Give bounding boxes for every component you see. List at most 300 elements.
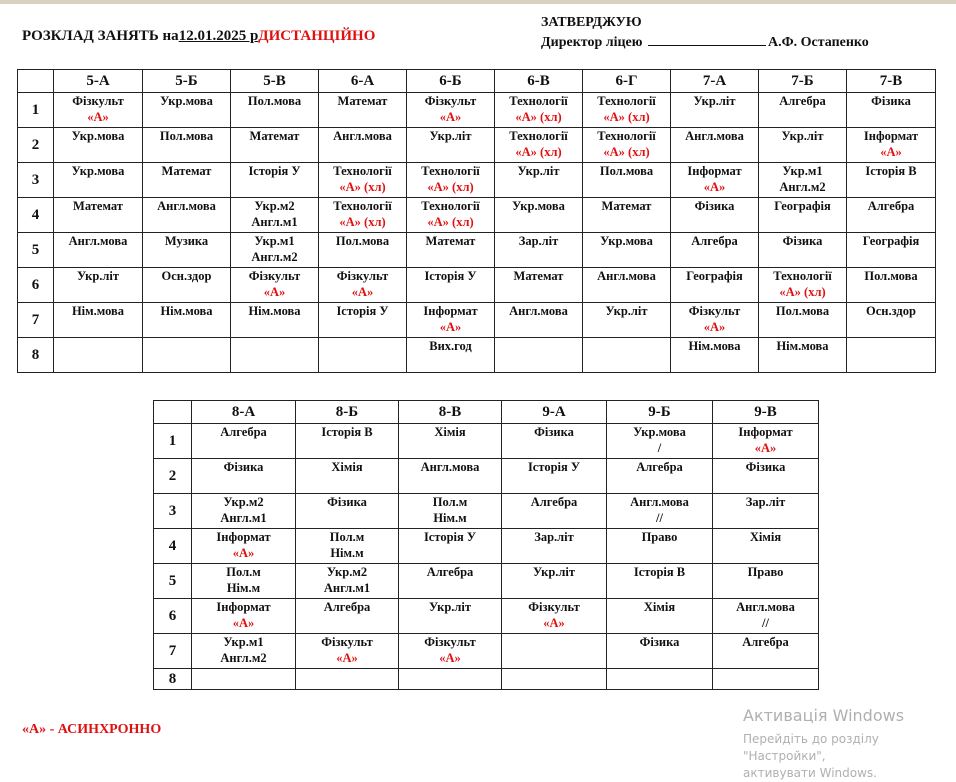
lesson-cell xyxy=(399,599,502,634)
lesson-cell xyxy=(192,459,296,494)
subject-name: Історія У xyxy=(336,304,389,318)
lesson-row xyxy=(154,599,819,634)
subject-name: Технології xyxy=(597,94,656,108)
lesson-cell xyxy=(671,303,759,338)
subject-name: Англ.мова xyxy=(157,199,216,213)
lesson-cell xyxy=(319,93,407,128)
lesson-number: 5 xyxy=(154,564,192,599)
lesson-number: 4 xyxy=(18,198,54,233)
lesson-cell xyxy=(407,128,495,163)
subject-name: Нім.мова xyxy=(71,304,125,318)
subject-name: Пол.м xyxy=(432,495,468,509)
subject-name: Географія xyxy=(774,199,831,213)
subject-name: Пол.м xyxy=(329,530,365,544)
corner-cell xyxy=(154,401,192,424)
subject-name: Технології xyxy=(333,164,392,178)
lesson-number: 4 xyxy=(154,529,192,564)
class-header: 8-В xyxy=(399,401,502,424)
class-header: 7-А xyxy=(671,70,759,93)
subject-name: Математ xyxy=(73,199,123,213)
watermark-title: Активація Windows xyxy=(743,706,905,725)
lesson-number: 1 xyxy=(18,93,54,128)
subject-name: Пол.м xyxy=(226,565,261,579)
lesson-cell xyxy=(713,459,819,494)
lesson-cell xyxy=(54,233,143,268)
signature-line xyxy=(648,33,766,46)
subject-note: «А» xyxy=(232,546,255,560)
subject-note: Нім.м xyxy=(330,546,364,560)
class-header: 6-Г xyxy=(583,70,671,93)
lesson-number: 8 xyxy=(154,669,192,690)
lesson-cell xyxy=(671,338,759,373)
lesson-cell xyxy=(847,163,936,198)
subject-name: Пол.мова xyxy=(864,269,918,283)
lesson-cell xyxy=(759,268,847,303)
windows-activation-watermark xyxy=(743,706,956,782)
lesson-cell xyxy=(54,163,143,198)
title-prefix: РОЗКЛАД ЗАНЯТЬ на xyxy=(22,28,179,44)
lesson-cell xyxy=(399,564,502,599)
lesson-cell xyxy=(399,529,502,564)
lesson-cell xyxy=(713,529,819,564)
legend-async: «А» - АСИНХРОННО xyxy=(22,722,162,737)
lesson-cell xyxy=(231,198,319,233)
lesson-cell xyxy=(759,303,847,338)
subject-name: Англ.мова xyxy=(420,460,480,474)
subject-name: Укр.мова xyxy=(160,94,213,108)
lesson-cell xyxy=(296,494,399,529)
lesson-number: 2 xyxy=(154,459,192,494)
lesson-cell xyxy=(759,163,847,198)
subject-note: «А» xyxy=(87,110,109,124)
subject-name: Фізкульт xyxy=(528,600,580,614)
lesson-cell xyxy=(495,93,583,128)
lesson-cell xyxy=(759,128,847,163)
lesson-cell xyxy=(759,198,847,233)
lesson-cell xyxy=(495,268,583,303)
lesson-cell xyxy=(495,163,583,198)
subject-name: Математ xyxy=(601,199,652,213)
lesson-cell xyxy=(713,424,819,459)
subject-name: Технології xyxy=(421,164,480,178)
subject-note: Англ.м2 xyxy=(251,250,298,264)
subject-name: Укр.мова xyxy=(633,425,686,439)
lesson-cell xyxy=(143,128,231,163)
subject-note: Англ.м2 xyxy=(779,180,826,194)
subject-note: Нім.м xyxy=(433,511,467,525)
subject-note: // xyxy=(656,511,663,525)
schedule-date: 12.01.2025 р xyxy=(178,28,259,44)
subject-note: «А» xyxy=(439,110,462,124)
subject-note: «А» (хл) xyxy=(779,285,826,299)
schedule-mode: ДИСТАНЦІЙНО xyxy=(258,28,376,44)
lesson-cell xyxy=(399,494,502,529)
subject-note: «А» (хл) xyxy=(515,110,562,124)
subject-name: Алгебра xyxy=(323,600,371,614)
subject-name: Технології xyxy=(333,199,392,213)
subject-name: Фізика xyxy=(782,234,823,248)
lesson-cell xyxy=(502,424,607,459)
lesson-cell xyxy=(607,424,713,459)
subject-name: Фізкульт xyxy=(72,94,124,108)
lesson-cell xyxy=(54,198,143,233)
lesson-cell xyxy=(502,494,607,529)
lesson-cell xyxy=(319,198,407,233)
lesson-cell xyxy=(607,529,713,564)
lesson-cell xyxy=(502,564,607,599)
subject-name: Хімія xyxy=(749,530,782,544)
subject-note: // xyxy=(762,616,769,630)
lesson-cell xyxy=(399,669,502,690)
lesson-cell xyxy=(713,599,819,634)
subject-name: Англ.мова xyxy=(630,495,689,509)
subject-name: Фізкульт xyxy=(248,269,301,283)
lesson-cell xyxy=(671,163,759,198)
subject-name: Технології xyxy=(597,129,656,143)
lesson-cell xyxy=(143,338,231,373)
subject-note: «А» xyxy=(439,651,461,665)
subject-note: / xyxy=(657,441,662,455)
lesson-number: 1 xyxy=(154,424,192,459)
lesson-row xyxy=(154,459,819,494)
lesson-cell xyxy=(143,198,231,233)
lesson-cell xyxy=(495,233,583,268)
subject-name: Фізика xyxy=(639,635,680,649)
lesson-row xyxy=(18,93,936,128)
subject-note: Нім.м xyxy=(226,581,261,595)
subject-note: «А» xyxy=(880,145,902,159)
subject-name: Алгебра xyxy=(530,495,578,509)
lesson-cell xyxy=(502,529,607,564)
table-header-row xyxy=(154,401,819,424)
subject-name: Інформат xyxy=(863,129,919,143)
lesson-row xyxy=(154,529,819,564)
lesson-cell xyxy=(502,669,607,690)
lesson-cell xyxy=(407,303,495,338)
subject-name: Укр.мова xyxy=(71,164,125,178)
lesson-cell xyxy=(143,268,231,303)
subject-name: Математ xyxy=(249,129,300,143)
page-title xyxy=(22,28,375,45)
class-header: 8-Б xyxy=(296,401,399,424)
subject-note: «А» (хл) xyxy=(515,145,562,159)
lesson-cell xyxy=(607,564,713,599)
lesson-cell xyxy=(231,338,319,373)
lesson-cell xyxy=(759,338,847,373)
lesson-cell xyxy=(713,494,819,529)
class-header: 5-Б xyxy=(143,70,231,93)
subject-name: Укр.літ xyxy=(76,269,120,283)
subject-name: Нім.мова xyxy=(248,304,301,318)
lesson-cell xyxy=(399,634,502,669)
lesson-cell xyxy=(399,424,502,459)
subject-note: Англ.м1 xyxy=(323,581,371,595)
lesson-cell xyxy=(192,494,296,529)
subject-note: «А» (хл) xyxy=(339,215,386,229)
lesson-cell xyxy=(713,564,819,599)
lesson-cell xyxy=(54,268,143,303)
subject-name: Укр.м1 xyxy=(254,234,295,248)
subject-note: Англ.м1 xyxy=(251,215,298,229)
subject-name: Інформат xyxy=(687,164,742,178)
lesson-cell xyxy=(583,303,671,338)
lesson-cell xyxy=(607,494,713,529)
lesson-cell xyxy=(847,303,936,338)
class-header: 7-Б xyxy=(759,70,847,93)
subject-name: Географія xyxy=(862,234,920,248)
subject-name: Вих.год xyxy=(429,339,472,353)
subject-name: Зар.літ xyxy=(518,234,559,248)
subject-name: Фізкульт xyxy=(336,269,389,283)
subject-note: «А» (хл) xyxy=(603,145,650,159)
lesson-cell xyxy=(319,268,407,303)
lesson-cell xyxy=(607,669,713,690)
subject-name: Математ xyxy=(161,164,212,178)
lesson-row xyxy=(154,564,819,599)
lesson-cell xyxy=(495,303,583,338)
lesson-cell xyxy=(759,93,847,128)
lesson-number: 8 xyxy=(18,338,54,373)
subject-name: Укр.літ xyxy=(429,129,472,143)
subject-name: Алгебра xyxy=(220,425,267,439)
lesson-cell xyxy=(847,93,936,128)
lesson-cell xyxy=(319,128,407,163)
lesson-cell xyxy=(502,599,607,634)
subject-name: Фізика xyxy=(327,495,367,509)
subject-name: Історія В xyxy=(321,425,373,439)
class-header: 7-В xyxy=(847,70,936,93)
subject-name: Пол.мова xyxy=(247,94,302,108)
lesson-cell xyxy=(847,128,936,163)
subject-name: Укр.літ xyxy=(605,304,648,318)
lesson-cell xyxy=(192,634,296,669)
subject-note: «А» xyxy=(351,285,374,299)
subject-name: Осн.здор xyxy=(866,304,916,318)
lesson-cell xyxy=(231,233,319,268)
lesson-cell xyxy=(192,529,296,564)
lesson-cell xyxy=(231,268,319,303)
lesson-cell xyxy=(296,599,399,634)
lesson-cell xyxy=(54,128,143,163)
lesson-cell xyxy=(399,459,502,494)
lesson-cell xyxy=(495,128,583,163)
lesson-cell xyxy=(847,233,936,268)
lesson-cell xyxy=(143,93,231,128)
lesson-cell xyxy=(607,459,713,494)
subject-name: Історія У xyxy=(424,269,477,283)
lesson-cell xyxy=(296,564,399,599)
subject-name: Укр.мова xyxy=(71,129,125,143)
subject-name: Укр.м2 xyxy=(223,495,264,509)
lesson-cell xyxy=(713,634,819,669)
subject-name: Укр.м2 xyxy=(326,565,368,579)
subject-note: «А» (хл) xyxy=(603,110,650,124)
lesson-row xyxy=(18,128,936,163)
subject-name: Географія xyxy=(686,269,743,283)
lesson-cell xyxy=(192,564,296,599)
subject-name: Алгебра xyxy=(779,94,826,108)
subject-name: Фізика xyxy=(534,425,574,439)
class-header: 8-А xyxy=(192,401,296,424)
subject-name: Інформат xyxy=(216,600,271,614)
subject-name: Нім.мова xyxy=(688,339,741,353)
subject-name: Інформат xyxy=(216,530,271,544)
lesson-cell xyxy=(502,459,607,494)
subject-name: Алгебра xyxy=(742,635,789,649)
subject-name: Укр.мова xyxy=(600,234,653,248)
lesson-cell xyxy=(583,93,671,128)
lesson-cell xyxy=(671,233,759,268)
subject-name: Математ xyxy=(337,94,388,108)
lesson-cell xyxy=(296,529,399,564)
lesson-row xyxy=(18,338,936,373)
lesson-cell xyxy=(713,669,819,690)
lesson-cell xyxy=(296,669,399,690)
lesson-cell xyxy=(607,634,713,669)
subject-name: Математ xyxy=(425,234,476,248)
subject-name: Англ.мова xyxy=(509,304,568,318)
subject-name: Право xyxy=(641,530,678,544)
lesson-number: 5 xyxy=(18,233,54,268)
lesson-cell xyxy=(54,93,143,128)
lesson-cell xyxy=(671,93,759,128)
subject-name: Фізика xyxy=(694,199,735,213)
subject-name: Алгебра xyxy=(867,199,915,213)
lesson-row xyxy=(18,198,936,233)
table-header-row xyxy=(18,70,936,93)
lesson-cell xyxy=(231,93,319,128)
lesson-row xyxy=(18,268,936,303)
lesson-cell xyxy=(143,303,231,338)
subject-name: Алгебра xyxy=(636,460,683,474)
top-border-line xyxy=(0,0,956,4)
lesson-cell xyxy=(607,599,713,634)
subject-name: Фізкульт xyxy=(424,635,476,649)
lesson-cell xyxy=(671,268,759,303)
lesson-cell xyxy=(583,268,671,303)
lesson-number: 3 xyxy=(154,494,192,529)
subject-name: Історія В xyxy=(633,565,686,579)
subject-name: Пол.мова xyxy=(159,129,214,143)
lesson-cell xyxy=(671,128,759,163)
subject-name: Пол.мова xyxy=(775,304,830,318)
lesson-number: 6 xyxy=(18,268,54,303)
lesson-number: 7 xyxy=(154,634,192,669)
lesson-cell xyxy=(192,599,296,634)
subject-name: Укр.м1 xyxy=(782,164,823,178)
lesson-cell xyxy=(847,338,936,373)
lesson-cell xyxy=(231,128,319,163)
lesson-row xyxy=(18,163,936,198)
subject-name: Хімія xyxy=(434,425,466,439)
lesson-row xyxy=(154,669,819,690)
approve-label: ЗАТВЕРДЖУЮ xyxy=(541,15,642,30)
class-header: 6-А xyxy=(319,70,407,93)
lesson-cell xyxy=(407,163,495,198)
lesson-cell xyxy=(143,233,231,268)
subject-note: «А» xyxy=(703,320,726,334)
subject-name: Англ.мова xyxy=(736,600,795,614)
lesson-cell xyxy=(502,634,607,669)
subject-name: Укр.м2 xyxy=(254,199,295,213)
subject-name: Фізкульт xyxy=(424,94,477,108)
watermark-line3: активувати Windows. xyxy=(743,766,877,780)
subject-name: Історія У xyxy=(527,460,581,474)
subject-name: Англ.мова xyxy=(333,129,392,143)
subject-note: «А» xyxy=(336,651,358,665)
subject-name: Технології xyxy=(421,199,480,213)
lesson-cell xyxy=(296,459,399,494)
subject-name: Нім.мова xyxy=(160,304,213,318)
director-name: А.Ф. Остапенко xyxy=(767,35,869,50)
class-header: 6-Б xyxy=(407,70,495,93)
subject-name: Осн.здор xyxy=(161,269,212,283)
approval-block xyxy=(541,13,869,53)
class-header: 5-А xyxy=(54,70,143,93)
lesson-cell xyxy=(407,268,495,303)
subject-note: «А» (хл) xyxy=(339,180,386,194)
subject-name: Укр.м1 xyxy=(223,635,264,649)
lesson-cell xyxy=(319,303,407,338)
subject-note: «А» xyxy=(232,616,255,630)
subject-name: Укр.літ xyxy=(517,164,560,178)
lesson-row xyxy=(154,424,819,459)
subject-name: Алгебра xyxy=(691,234,738,248)
subject-name: Інформат xyxy=(738,425,793,439)
watermark-line2: Перейдіть до розділу "Настройки", xyxy=(743,732,879,763)
subject-name: Фізкульт xyxy=(321,635,373,649)
lesson-cell xyxy=(407,233,495,268)
lesson-cell xyxy=(231,163,319,198)
subject-name: Хімія xyxy=(643,600,676,614)
lesson-cell xyxy=(296,424,399,459)
subject-name: Англ.мова xyxy=(685,129,744,143)
subject-name: Музика xyxy=(164,234,209,248)
subject-note: «А» xyxy=(703,180,726,194)
lesson-cell xyxy=(407,198,495,233)
subject-name: Пол.мова xyxy=(599,164,654,178)
lesson-cell xyxy=(583,128,671,163)
subject-name: Історія У xyxy=(423,530,477,544)
lesson-cell xyxy=(319,338,407,373)
subject-name: Зар.літ xyxy=(745,495,786,509)
lesson-cell xyxy=(143,163,231,198)
lesson-number: 2 xyxy=(18,128,54,163)
lesson-cell xyxy=(319,233,407,268)
subject-name: Фізика xyxy=(871,94,911,108)
subject-name: Алгебра xyxy=(426,565,474,579)
lesson-row xyxy=(18,233,936,268)
subject-name: Історія У xyxy=(248,164,301,178)
corner-cell xyxy=(18,70,54,93)
subject-note: «А» (хл) xyxy=(427,215,474,229)
class-header: 5-В xyxy=(231,70,319,93)
lesson-cell xyxy=(847,268,936,303)
subject-note: «А» (хл) xyxy=(427,180,474,194)
lesson-cell xyxy=(319,163,407,198)
lesson-cell xyxy=(495,198,583,233)
subject-name: Інформат xyxy=(423,304,478,318)
lesson-cell xyxy=(583,338,671,373)
lesson-cell xyxy=(296,634,399,669)
lesson-cell xyxy=(192,669,296,690)
lesson-cell xyxy=(54,303,143,338)
lesson-cell xyxy=(495,338,583,373)
subject-note: «А» xyxy=(543,616,565,630)
lesson-cell xyxy=(192,424,296,459)
subject-name: Математ xyxy=(513,269,564,283)
lesson-cell xyxy=(847,198,936,233)
